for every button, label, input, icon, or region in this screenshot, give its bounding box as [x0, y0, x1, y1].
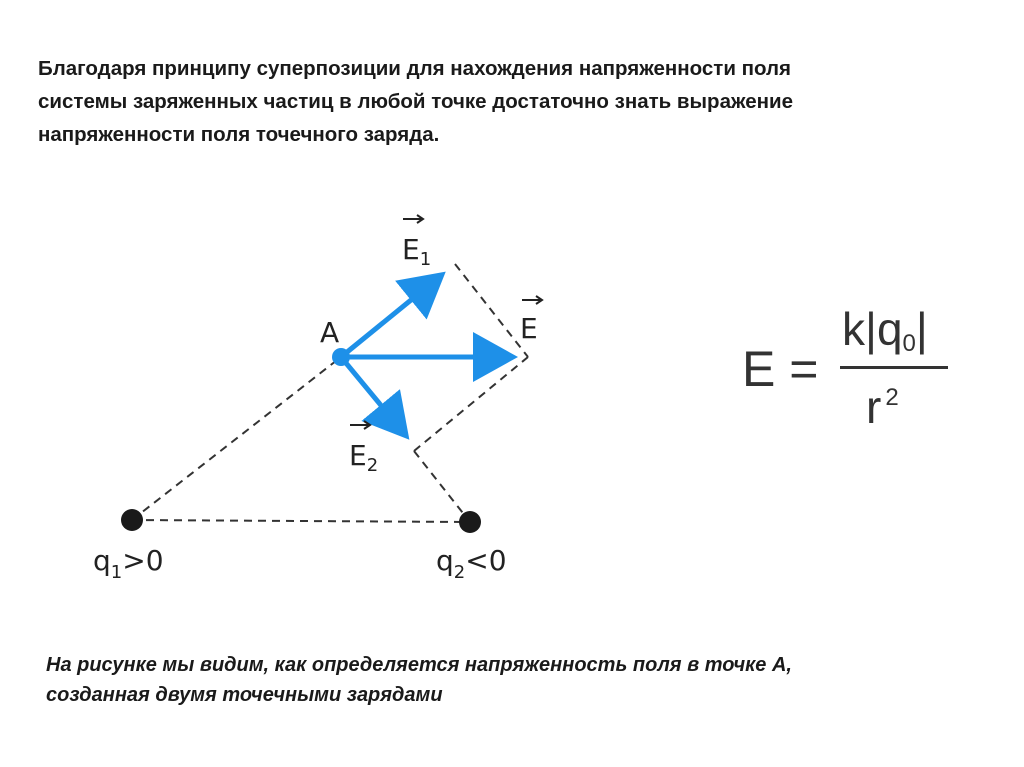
line-e2-to-e: [414, 357, 528, 451]
charge-q2: [459, 511, 481, 533]
e-letter: E: [520, 312, 538, 345]
q2-relation: <0: [465, 544, 507, 577]
line-e1-to-e: [455, 264, 528, 357]
vector-e2: [341, 357, 403, 432]
intro-line-3: напряженности поля точечного заряда.: [38, 123, 440, 146]
line-q1-to-q2: [132, 520, 470, 522]
dashed-lines: [132, 264, 528, 522]
formula-exponent: 2: [885, 384, 899, 411]
q1-letter: q: [93, 544, 111, 577]
caption-line-1: На рисунке мы видим, как определяется напряженность поля в точке А,: [46, 654, 792, 676]
formula-numerator-k: k|q: [842, 303, 903, 355]
svg-text:E: [520, 312, 538, 345]
svg-text:E2: [349, 439, 378, 476]
e1-index: 1: [419, 249, 432, 270]
point-a-label: A: [320, 316, 340, 349]
caption-line-2: созданная двумя точечными зарядами: [46, 684, 443, 706]
formula-numerator-end: |: [915, 303, 928, 355]
e2-index: 2: [366, 455, 379, 476]
intro-line-2: системы заряженных частиц в любой точке достаточно знать выражение: [38, 90, 794, 113]
intro-line-1: Благодаря принципу суперпозиции для нахождения напряженности поля: [38, 57, 791, 80]
fraction-bar: [840, 366, 948, 369]
formula-numerator: [842, 302, 928, 358]
e2-letter: E: [349, 439, 367, 472]
point-a: [332, 348, 350, 366]
q1-index: 1: [110, 562, 123, 583]
vector-e2-label: [349, 421, 378, 476]
line-q1-to-a: [132, 357, 341, 520]
q2-letter: q: [436, 544, 454, 577]
formula-denominator-r: r: [866, 381, 882, 433]
charge-q1: [121, 509, 143, 531]
caption-text: [46, 650, 1006, 710]
formula-denominator: [866, 380, 899, 434]
vector-e-label: [520, 296, 542, 345]
formula-numerator-sub: 0: [902, 330, 916, 357]
line-e2-to-q2: [414, 451, 470, 522]
svg-text:E1: [402, 233, 431, 270]
point-charge-formula: [742, 302, 957, 452]
vector-e1-label: [402, 215, 431, 270]
formula-lhs: E =: [742, 341, 819, 397]
charge-q1-label: [93, 544, 164, 583]
q2-index: 2: [453, 562, 466, 583]
vector-e1: [341, 278, 438, 357]
e1-letter: E: [402, 233, 420, 266]
charge-q2-label: [436, 544, 507, 583]
q1-relation: >0: [122, 544, 164, 577]
